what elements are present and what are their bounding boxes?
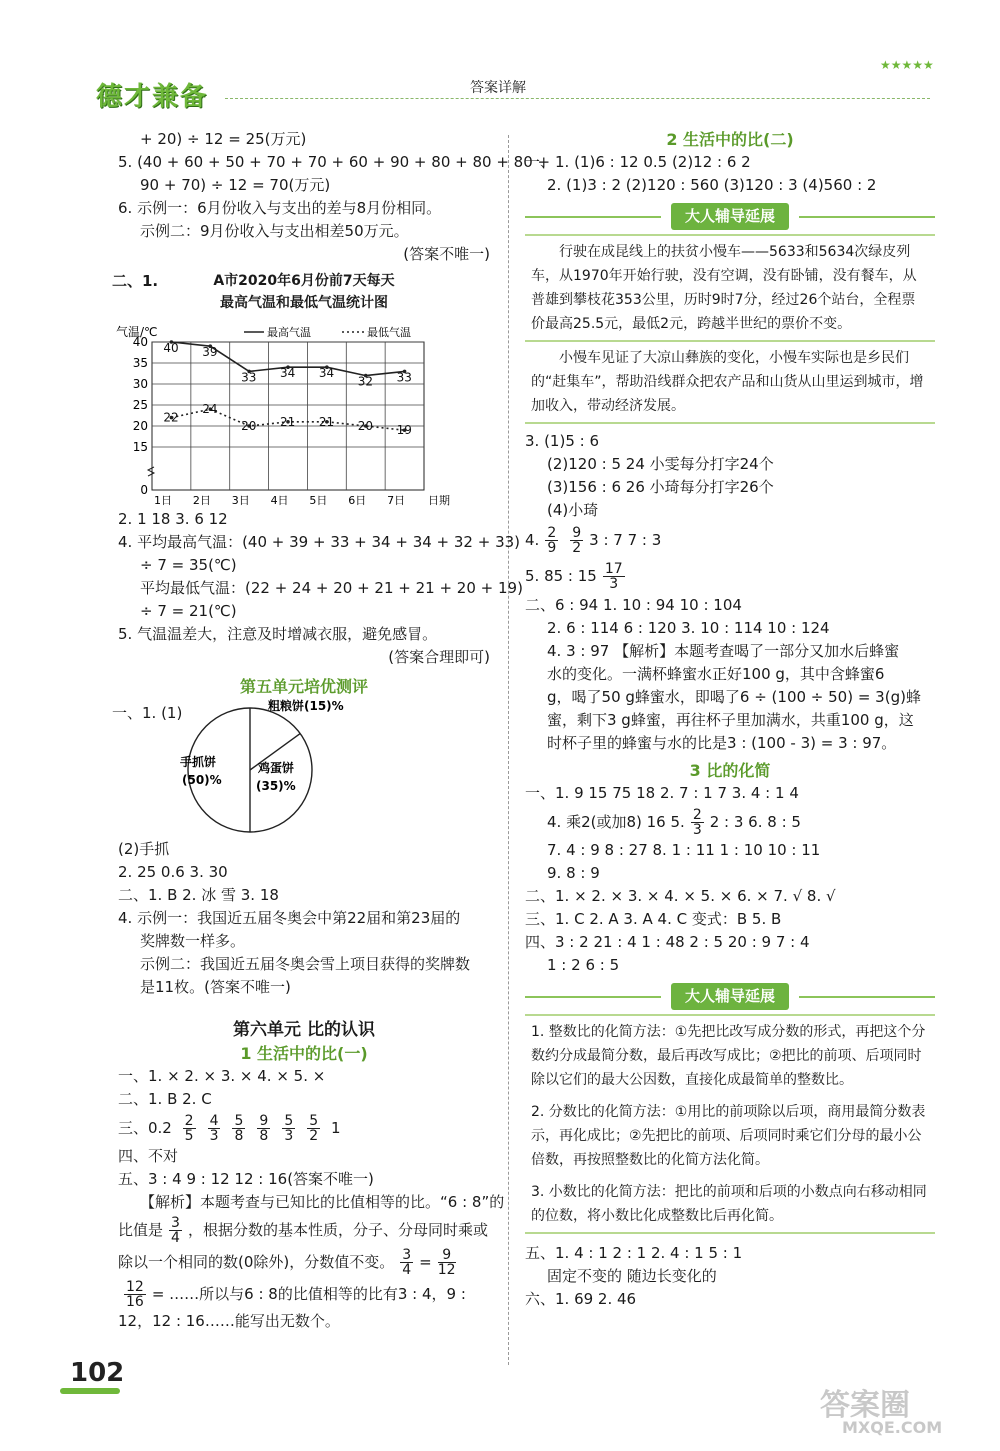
fraction-group [539,525,589,556]
page-header-title: 答案详解 [470,80,526,96]
column-divider [508,135,509,1365]
left-column [112,128,551,1333]
answer-line: ÷ 7 = 35(℃) [140,556,237,574]
answer-text: 2 : 3 6. 8 : 5 [709,813,801,831]
fraction-numerator: 5 [234,1113,244,1129]
data-label: 20 [241,419,257,433]
answer-line: 2. (1)3 : 2 (2)120 : 560 (3)120 : 3 (4)560 : 2 [547,176,877,194]
fraction [282,1114,295,1143]
answer-line: 一、1. (1) [112,704,183,722]
fraction [169,1216,182,1245]
axis-break-mark [148,467,154,476]
x-axis-label: 日期 [428,494,450,507]
answer-line: + 20) ÷ 12 = 25(万元) [140,130,307,148]
y-axis-label: 气温/℃ [116,325,158,339]
fraction-denominator: 8 [259,1128,269,1144]
x-tick-label: 6日 [348,494,367,507]
fraction [118,1279,152,1310]
fraction-denominator: 3 [284,1128,294,1144]
answer-line: 示例二：9月份收入与支出相差50万元。 [140,222,409,240]
answer-line: (3)156 : 6 26 小琦每分打字26个 [547,478,774,496]
fraction-numerator: 5 [309,1113,319,1129]
pie-chart [158,698,398,838]
banner-rule [799,216,935,218]
answer-line: (2)120 : 5 24 小雯每分打字24个 [547,455,774,473]
analysis-line [118,1278,490,1310]
fraction-numerator: 9 [259,1113,269,1129]
extension-banner [525,983,935,1010]
answer-line: 二、1. B 2. C [118,1090,212,1108]
fraction-numerator: 2 [184,1113,194,1129]
chart-title-line1: A市2020年6月份前7天每天 [213,273,395,289]
data-label: 33 [396,370,412,385]
pie-label-cugangbing: 粗粮饼(15)% [268,699,344,713]
fraction [597,561,631,592]
data-label: 21 [280,414,296,429]
unit6-subheading: 1 生活中的比(一) [240,1044,368,1063]
answer-line: 六、1. 69 2. 46 [525,1290,637,1308]
answer-line: 2. 1 18 3. 6 12 [118,510,228,528]
answer-prefix: 4. [525,531,540,549]
data-label: 34 [280,366,296,381]
analysis-line: 时杯子里的蜂蜜与水的比是3 : (100 - 3) = 3 : 97。 [547,734,897,752]
extension-paragraph: 2. 分数比的化简方法：①用比的前项除以后项，商用最简分数表示，再化成比；②先把比的前项、后项同时乘它们分母的最小公倍数，再按照整数比的化简方法化简。 [531,1104,926,1168]
fraction-denominator: 4 [402,1262,412,1278]
analysis-line: g，喝了50 g蜂蜜水，即喝了6 ÷ (100 ÷ 50) = 3(g)蜂 [547,688,921,706]
answer-line: 5. (40 + 60 + 50 + 70 + 70 + 60 + 90 + 80 + 80 + 80 + [118,153,551,171]
answer-note: (答案不唯一) [403,245,490,263]
y-tick-label: 0 [140,483,148,497]
answer-line-fractions [525,805,935,839]
answer-line: 一、1. (1)6 : 12 0.5 (2)12 : 6 2 [525,153,751,171]
banner-rule [525,216,661,218]
fraction-denominator: 5 [184,1128,194,1144]
fraction-denominator: 4 [171,1230,180,1246]
answer-line-fractions [118,1111,490,1145]
fraction-group [177,1113,327,1144]
answer-line: 5. 气温温差大，注意及时增减衣服，避免感冒。 [118,625,438,643]
x-tick-label: 4日 [270,494,289,507]
analysis-line: 4. 3 : 97 【解析】本题考查喝了一部分又加水后蜂蜜 [547,642,900,660]
answer-line: 6. 示例一：6月份收入与支出的差与8月份相同。 [118,199,442,217]
fraction [400,1248,413,1277]
extension-paragraph: 1. 整数比的化简方法：①先把比改写成分数的形式，再把这个分数约分成最简分数，最后再改写成比；②把比的前项、后项同时除以它们的最大公因数，直接化成最简单的整数比。 [525,1014,935,1096]
data-label: 20 [357,419,373,433]
book-logo: 德才兼备 [96,82,209,112]
analysis-line [118,1214,490,1246]
section-heading: 2 生活中的比(二) [666,130,794,149]
fraction-denominator: 2 [309,1128,319,1144]
analysis-text: = ……所以与6 : 8的比值相等的比有3 : 4，9 : [151,1285,466,1303]
answer-line: (4)小琦 [547,501,599,519]
fraction [124,1280,146,1309]
pie-label-jidanbing: 鸡蛋饼 [258,761,295,775]
answer-line: 奖牌数一样多。 [140,932,246,950]
answer-line: 4. 平均最高气温：(40 + 39 + 33 + 34 + 34 + 32 + 33) [118,533,521,551]
fraction [307,1114,320,1143]
watermark-url: MXQE.COM [842,1418,943,1437]
data-label: 33 [241,370,257,385]
pie-label-shouzhuabing-pct: (50)% [182,773,222,787]
x-tick-label: 5日 [309,494,328,507]
section-heading: 3 比的化简 [689,761,771,780]
extension-banner [525,203,935,230]
answer-line: 3. (1)5 : 6 [525,432,600,450]
fraction [257,1114,270,1143]
x-tick-label: 1日 [154,494,172,507]
fraction [691,808,704,837]
answer-line: 90 + 70) ÷ 12 = 70(万元) [140,176,331,194]
pie-label-shouzhuabing: 手抓饼 [180,755,217,769]
fraction-denominator: 16 [126,1294,144,1310]
data-label: 24 [202,402,218,417]
answer-line: 2. 25 0.6 3. 30 [118,863,228,881]
analysis-line [118,1246,490,1278]
fraction [545,526,558,555]
fraction [603,562,625,591]
data-label: 21 [318,414,335,429]
fraction [685,807,710,838]
answer-line: 一、1. 9 15 75 18 2. 7 : 1 7 3. 4 : 1 4 [525,784,799,802]
answer-text: 4. 乘2(或加8) 16 5. [547,813,685,831]
y-tick-label: 25 [132,398,148,412]
analysis-line: 12，12 : 16……能写出无数个。 [118,1312,340,1330]
star-decoration-icon: ★★★★★ [880,58,934,72]
legend-label: 最高气温 [267,326,311,339]
answer-line: 四、3 : 2 21 : 4 1 : 48 2 : 5 20 : 9 7 : 4 [525,933,810,951]
analysis-line: 蜜，剩下3 g蜂蜜，再往杯子里加满水，共重100 g，这 [547,711,914,729]
right-column [525,128,935,1311]
answer-line: 7. 4 : 9 8 : 27 8. 1 : 11 1 : 10 10 : 11 [547,841,821,859]
temperature-line-chart [114,318,454,508]
extension-paragraph: 行驶在成昆线上的扶贫小慢车——5633和5634次绿皮列车，从1970年开始行驶，没有空调，没有卧铺，没有餐车，从普雄到攀枝花353公里，历时9时7分，经过26个站台，全程票价最高25.5元，最低2元，跨越半世纪的票价不变。 [525,234,935,342]
fraction [438,1248,456,1277]
unit6-heading: 第六单元 比的认识 [233,1020,375,1040]
analysis-line: 水的变化。一满杯蜂蜜水正好100 g，其中含蜂蜜6 [547,665,885,683]
x-tick-label: 7日 [387,494,406,507]
unit5-heading: 第五单元培优测评 [239,677,368,696]
legend-label: 最低气温 [367,326,411,339]
analysis-text: ，根据分数的基本性质，分子、分母同时乘或 [187,1221,488,1239]
pie-block [112,698,490,838]
fraction [163,1215,188,1246]
pie-label-jidanbing-pct: (35)% [256,779,296,793]
fraction-numerator: 5 [284,1113,294,1129]
data-label: 32 [357,374,373,389]
y-tick-label: 35 [132,356,148,370]
answer-line: 三、1. C 2. A 3. A 4. C 变式：B 5. B [525,910,782,928]
chart-title-line2: 最高气温和最低气温统计图 [220,295,388,311]
watermark-logo: 答案圈 [820,1388,910,1423]
fraction-numerator: 3 [402,1247,412,1263]
analysis-text: 除以一个相同的数(0除外)，分数值不变。 [118,1253,395,1271]
data-label: 19 [396,423,412,438]
fraction [183,1114,196,1143]
fraction-numerator: 2 [547,525,557,541]
answer-value: 1 [330,1119,341,1137]
fraction-numerator: 9 [438,1248,456,1263]
answer-line: 1 : 2 6 : 5 [547,956,620,974]
answer-line: 示例二：我国近五届冬奥会雪上项目获得的奖牌数 [140,955,471,973]
fraction-denominator: 3 [692,822,702,838]
answer-line: 二、6 : 94 1. 10 : 94 10 : 104 [525,596,742,614]
answer-line: 固定不变的 随边长变化的 [547,1267,717,1285]
fraction-denominator: 2 [572,540,582,556]
x-tick-label: 2日 [192,494,211,507]
fraction [232,1114,245,1143]
answer-line: 五、3 : 4 9 : 12 12 : 16(答案不唯一) [118,1170,374,1188]
fraction-numerator: 12 [126,1279,144,1295]
fraction [570,526,583,555]
header-rule [225,98,930,99]
answer-line: ÷ 7 = 21(℃) [140,602,237,620]
y-tick-label: 30 [132,377,148,391]
banner-label: 大人辅导延展 [671,203,789,230]
y-tick-label: 15 [132,440,148,454]
answer-value: 3 : 7 7 : 3 [589,531,662,549]
analysis-line: 【解析】本题考查与已知比的比值相等的比。“6 : 8”的 [140,1193,505,1211]
y-tick-label: 40 [132,335,148,349]
equals-sign: = [419,1253,432,1271]
data-label: 34 [318,366,335,381]
banner-rule [525,996,661,998]
fraction-denominator: 8 [234,1128,244,1144]
fraction-equation [394,1247,461,1278]
answer-line: 是11枚。(答案不唯一) [140,978,291,996]
answer-line: 二、1. × 2. × 3. × 4. × 5. × 6. × 7. √ 8. √ [525,887,836,905]
answer-line: 二、1. B 2. 冰 雪 3. 18 [118,886,279,904]
page-swoosh-decoration [60,1388,120,1394]
chart-title [118,270,490,314]
answer-prefix: 三、0.2 [118,1119,172,1137]
banner-label: 大人辅导延展 [671,983,789,1010]
answer-line-fractions [525,522,935,558]
section-marker: 二、1. [112,272,159,290]
answer-line: 4. 示例一：我国近五届冬奥会中第22届和第23届的 [118,909,461,927]
y-tick-label: 20 [132,419,148,433]
fraction-denominator: 3 [209,1128,219,1144]
extension-paragraph: 3. 小数比的化简方法：把比的前项和后项的小数点向右移动相同的位数，将小数比化成整数比后再化简。 [525,1176,935,1234]
fraction [208,1114,221,1143]
chart-title-block [112,266,490,318]
answer-line-fractions [525,558,935,594]
data-label: 22 [163,410,179,425]
banner-rule [799,996,935,998]
fraction-denominator: 9 [547,540,557,556]
answer-line: (2)手抓 [118,840,170,858]
fraction-denominator: 12 [437,1262,456,1278]
answer-line: 一、1. × 2. × 3. × 4. × 5. × [118,1067,326,1085]
answer-line: 2. 6 : 114 6 : 120 3. 10 : 114 10 : 124 [547,619,830,637]
data-label: 40 [163,341,179,355]
fraction-numerator: 17 [604,561,623,577]
answer-line: 四、不对 [118,1147,179,1165]
fraction-denominator: 3 [609,576,619,592]
answer-line: 平均最低气温：(22 + 24 + 20 + 21 + 21 + 20 + 19) [140,579,523,597]
answer-note: (答案合理即可) [388,648,490,666]
extension-paragraph: 小慢车见证了大凉山彝族的变化，小慢车实际也是乡民们的“赶集车”，帮助沿线群众把农产品和山货从山里运到城市，增加收入，带动经济发展。 [525,342,935,424]
analysis-text: 比值是 [118,1221,164,1239]
fraction-numerator: 3 [171,1215,180,1231]
fraction-numerator: 9 [572,525,582,541]
fraction-numerator: 4 [209,1113,219,1129]
fraction-numerator: 2 [692,807,702,823]
page-number: 102 [70,1358,125,1388]
data-label: 39 [202,345,218,360]
answer-text: 5. 85 : 15 [525,567,597,585]
answer-line: 9. 8 : 9 [547,864,600,882]
x-tick-label: 3日 [231,494,250,507]
answer-line: 五、1. 4 : 1 2 : 1 2. 4 : 1 5 : 1 [525,1244,743,1262]
